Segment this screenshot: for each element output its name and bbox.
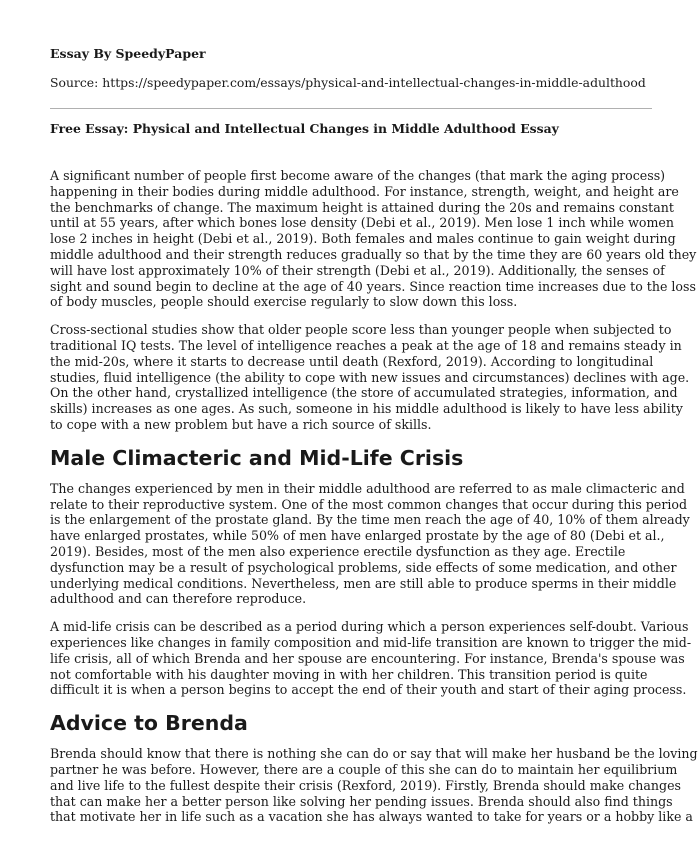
text-line: middle adulthood and their strength reduces gradually so that by the time they are 60 years old they — [50, 246, 697, 262]
text-line: traditional IQ tests. The level of intelligence reaches a peak at the age of 18 and remains steady in — [50, 337, 682, 353]
essay-author-header: Essay By SpeedyPaper — [50, 46, 206, 61]
text-line: studies, fluid intelligence (the ability to cope with new issues and circumstances) declines with age. — [50, 369, 690, 385]
text-line: experiences like changes in family composition and mid-life transition are known to trigger the mid- — [50, 634, 692, 650]
text-line: happening in their bodies during middle adulthood. For instance, strength, weight, and height are — [50, 183, 679, 199]
text-line: adulthood and can therefore reproduce. — [50, 591, 307, 607]
text-line: lose 2 inches in height (Debi et al., 2019). Both females and males continue to gain weight during — [50, 231, 676, 247]
essay-body — [50, 168, 698, 837]
text-line: The changes experienced by men in their middle adulthood are referred to as male climacteric and — [50, 480, 685, 496]
text-line: until at 55 years, after which bones lose density (Debi et al., 2019). Men lose 1 inch while women — [50, 215, 674, 231]
advice-paragraph-1 — [50, 746, 698, 825]
text-line: dysfunction may be a result of psychological problems, side effects of some medication, and other — [50, 559, 677, 575]
text-line: will have lost approximately 10% of their strength (Debi et al., 2019). Additionally, the senses of — [50, 262, 665, 278]
essay-title: Free Essay: Physical and Intellectual Changes in Middle Adulthood Essay — [50, 121, 559, 136]
text-line: Cross-sectional studies show that older people score less than younger people when subjected to — [50, 322, 672, 338]
text-line: partner he was before. However, there are a couple of this she can do to maintain her equilibrium — [50, 761, 678, 777]
text-line: Brenda should know that there is nothing she can do or say that will make her husband be the loving — [50, 746, 698, 762]
intro-paragraph-2 — [50, 322, 690, 433]
section-heading-advice: Advice to Brenda — [50, 711, 248, 736]
text-line: A mid-life crisis can be described as a period during which a person experiences self-doubt. Various — [50, 619, 689, 635]
text-line: relate to their reproductive system. One of the most common changes that occur during this period — [50, 496, 688, 512]
text-line: On the other hand, crystallized intelligence (the store of accumulated strategies, information, and — [50, 385, 678, 401]
male-climacteric-paragraph-2 — [50, 619, 692, 698]
text-line: that motivate her in life such as a vacation she has always wanted to take for years or a hobby like a — [50, 809, 693, 825]
text-line: 2019). Besides, most of the men also experience erectile dysfunction as they age. Erectile — [50, 543, 626, 559]
text-line: that can make her a better person like solving her pending issues. Brenda should also find things — [50, 793, 673, 809]
text-line: to cope with a new problem but have a rich source of skills. — [50, 416, 432, 432]
male-climacteric-paragraph-1 — [50, 480, 690, 607]
text-line: and live life to the fullest despite their crisis (Rexford, 2019). Firstly, Brenda should make changes — [50, 777, 681, 793]
section-heading-male-climacteric: Male Climacteric and Mid-Life Crisis — [50, 445, 464, 470]
text-line: life crisis, all of which Brenda and her spouse are encountering. For instance, Brenda's spouse was — [50, 650, 685, 666]
text-line: the benchmarks of change. The maximum height is attained during the 20s and remains constant — [50, 199, 674, 215]
text-line: is the enlargement of the prostate gland. By the time men reach the age of 40, 10% of them already — [50, 512, 690, 528]
text-line: not comfortable with his daughter moving in with her children. This transition period is quite — [50, 666, 648, 682]
text-line: the mid-20s, where it starts to decrease until death (Rexford, 2019). According to longitudinal — [50, 353, 654, 369]
text-line: sight and sound begin to decline at the age of 40 years. Since reaction time increases due to the loss — [50, 278, 696, 294]
text-line: skills) increases as one ages. As such, someone in his middle adulthood is likely to have less ability — [50, 401, 683, 417]
intro-paragraph-1 — [50, 168, 697, 310]
text-line: of body muscles, people should exercise regularly to slow down this loss. — [50, 294, 518, 310]
text-line: underlying medical conditions. Nevertheless, men are still able to produce sperms in their middle — [50, 575, 677, 591]
text-line: A significant number of people first become aware of the changes (that mark the aging process) — [50, 168, 666, 183]
header-divider — [50, 108, 652, 109]
text-line: difficult it is when a person begins to accept the end of their youth and start of their aging process. — [50, 682, 687, 698]
source-url[interactable]: Source: https://speedypaper.com/essays/physical-and-intellectual-changes-in-middle-adulthood — [50, 75, 646, 90]
text-line: have enlarged prostates, while 50% of men have enlarged prostate by the age of 80 (Debi et al., — [50, 528, 665, 544]
